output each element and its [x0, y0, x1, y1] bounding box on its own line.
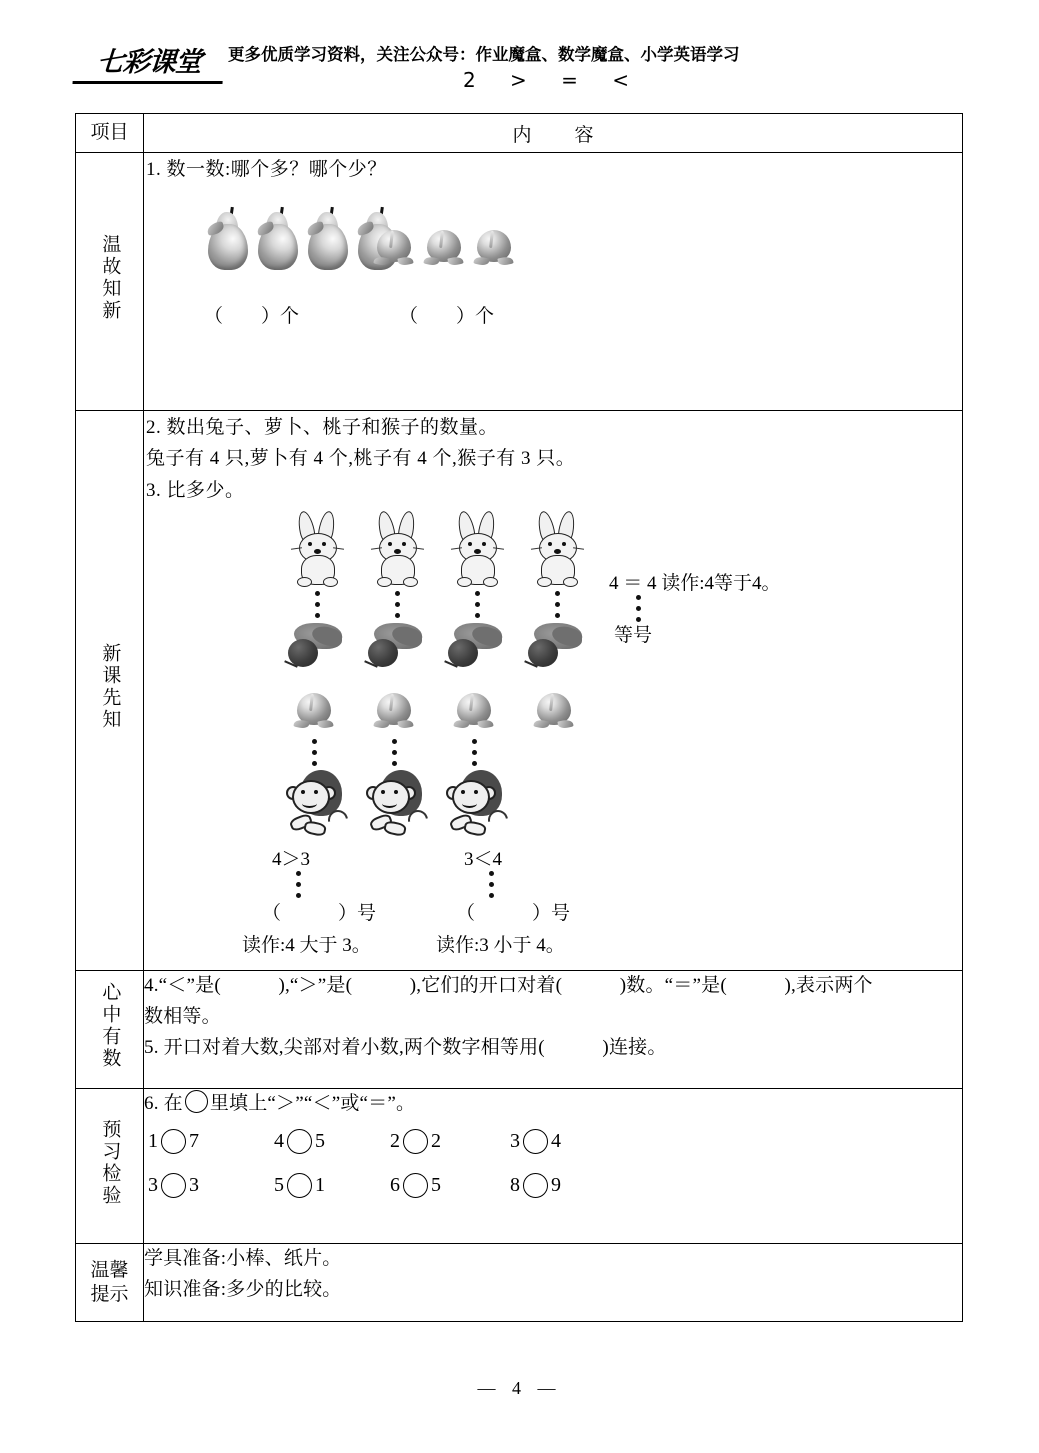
greater-sign-blank[interactable]: （ ）号 [262, 903, 377, 925]
radish-icon [284, 623, 346, 675]
table-row [76, 1089, 963, 1244]
peach-icon [422, 230, 466, 274]
comparison-illustration [144, 511, 962, 957]
row-label-tips-line1: 温馨 [90, 1259, 129, 1281]
row-content-newlesson [144, 411, 963, 971]
peach-count-blank[interactable]: （ ）个 [399, 306, 495, 328]
exercise-item[interactable]: 3 3 [148, 1173, 199, 1196]
table-row [76, 153, 963, 411]
row-content-understanding [144, 971, 963, 1089]
lesson-title: 2 > = < [462, 68, 644, 92]
row-content-preview-check [144, 1089, 963, 1244]
monkey-icon [284, 766, 346, 834]
table-header-row [76, 114, 963, 153]
connector-dots [475, 591, 481, 624]
less-expression: 3＜4 [464, 849, 503, 871]
page-number: — 4 — [477, 1378, 562, 1398]
table-row [76, 1244, 963, 1322]
pear-count-blank[interactable]: （ ）个 [204, 306, 300, 328]
question-5[interactable]: 5. 开口对着大数,尖部对着小数,两个数字相等用( )连接。 [144, 1036, 667, 1058]
connector-dots [315, 591, 321, 624]
row-label-review: 温故知新 [76, 153, 144, 411]
exercise-item[interactable]: 1 7 [148, 1129, 199, 1152]
exercise-item[interactable]: 5 1 [274, 1173, 325, 1196]
answer-circle-icon[interactable] [403, 1173, 428, 1198]
answer-circle-icon[interactable] [403, 1129, 428, 1154]
exercise-row-2 [144, 1170, 962, 1214]
row-label-tips [76, 1244, 144, 1322]
question-6-suffix: 里填上“＞”“＜”或“＝”。 [209, 1093, 416, 1114]
less-reading: 读作:3 小于 4。 [436, 935, 565, 957]
answer-circle-icon[interactable] [161, 1129, 186, 1154]
exercise-item[interactable]: 3 4 [510, 1129, 561, 1152]
rabbit-icon [529, 511, 587, 587]
row-content-tips [144, 1244, 963, 1322]
table-row [76, 411, 963, 971]
peach-icon [452, 693, 496, 737]
row-label-tips-line2: 提示 [90, 1283, 129, 1305]
monkey-icon [364, 766, 426, 834]
col-header-content: 内 容 [144, 114, 963, 153]
row-label-understanding: 心中有数 [76, 971, 144, 1089]
page-header [0, 36, 1039, 102]
tip-knowledge: 知识准备:多少的比较。 [144, 1278, 342, 1300]
exercise-row-1 [144, 1126, 962, 1170]
peach-icon [292, 693, 336, 737]
answer-circle-icon[interactable] [287, 1129, 312, 1154]
exercise-item[interactable]: 4 5 [274, 1129, 325, 1152]
peach-icon [472, 230, 516, 274]
row-label-newlesson: 新课先知 [76, 411, 144, 971]
equal-sign-name: 等号 [614, 625, 653, 647]
peach-icon [372, 693, 416, 737]
equal-expression: 4 ＝ 4 读作:4等于4。 [609, 573, 781, 595]
brand-logo: 七彩课堂 [72, 40, 225, 84]
question-1: 1. 数一数:哪个多？哪个少？ [146, 159, 387, 180]
table-row [76, 971, 963, 1089]
answer-circle-icon[interactable] [523, 1129, 548, 1154]
question-3: 3. 比多少。 [146, 479, 245, 501]
col-header-item: 项目 [76, 114, 144, 153]
worksheet-table [75, 113, 963, 1322]
row-label-preview-check: 预习检验 [76, 1089, 144, 1244]
peach-icon [372, 230, 416, 274]
answer-circle-icon[interactable] [287, 1173, 312, 1198]
count-blanks-row [144, 302, 962, 328]
exercise-item[interactable]: 2 2 [390, 1129, 441, 1152]
promo-text: 更多优质学习资料，关注公众号：作业魔盒、数学魔盒、小学英语学习 [228, 45, 740, 64]
question-6-prefix: 6. 在 [144, 1093, 183, 1114]
pear-icon [304, 210, 352, 272]
greater-reading: 读作:4 大于 3。 [242, 935, 371, 957]
less-sign-blank[interactable]: （ ）号 [456, 903, 571, 925]
pear-icon [254, 210, 302, 272]
connector-dots [395, 591, 401, 624]
question-4-cont: 数相等。 [144, 1005, 221, 1027]
greater-expression: 4＞3 [272, 849, 311, 871]
radish-icon [524, 623, 586, 675]
fruit-illustration-row [144, 192, 962, 302]
question-4[interactable]: 4.“＜”是( ),“＞”是( ),它们的开口对着( )数。“＝”是( ),表示两个 [144, 975, 873, 996]
connector-dots [555, 591, 561, 624]
question-2: 2. 数出兔子、萝卜、桃子和猴子的数量。 [146, 417, 499, 438]
answer-circle-icon[interactable] [185, 1090, 208, 1113]
rabbit-icon [449, 511, 507, 587]
answer-circle-icon[interactable] [523, 1173, 548, 1198]
radish-icon [364, 623, 426, 675]
row-content-review [144, 153, 963, 411]
exercise-item[interactable]: 8 9 [510, 1173, 561, 1196]
question-6 [144, 1089, 962, 1120]
exercise-item[interactable]: 6 5 [390, 1173, 441, 1196]
monkey-icon [444, 766, 506, 834]
answer-circle-icon[interactable] [161, 1173, 186, 1198]
rabbit-icon [369, 511, 427, 587]
tip-materials: 学具准备:小棒、纸片。 [144, 1248, 342, 1269]
rabbit-icon [289, 511, 347, 587]
radish-icon [444, 623, 506, 675]
question-2-counts: 兔子有 4 只,萝卜有 4 个,桃子有 4 个,猴子有 3 只。 [146, 448, 576, 470]
pear-icon [204, 210, 252, 272]
peach-icon [532, 693, 576, 737]
